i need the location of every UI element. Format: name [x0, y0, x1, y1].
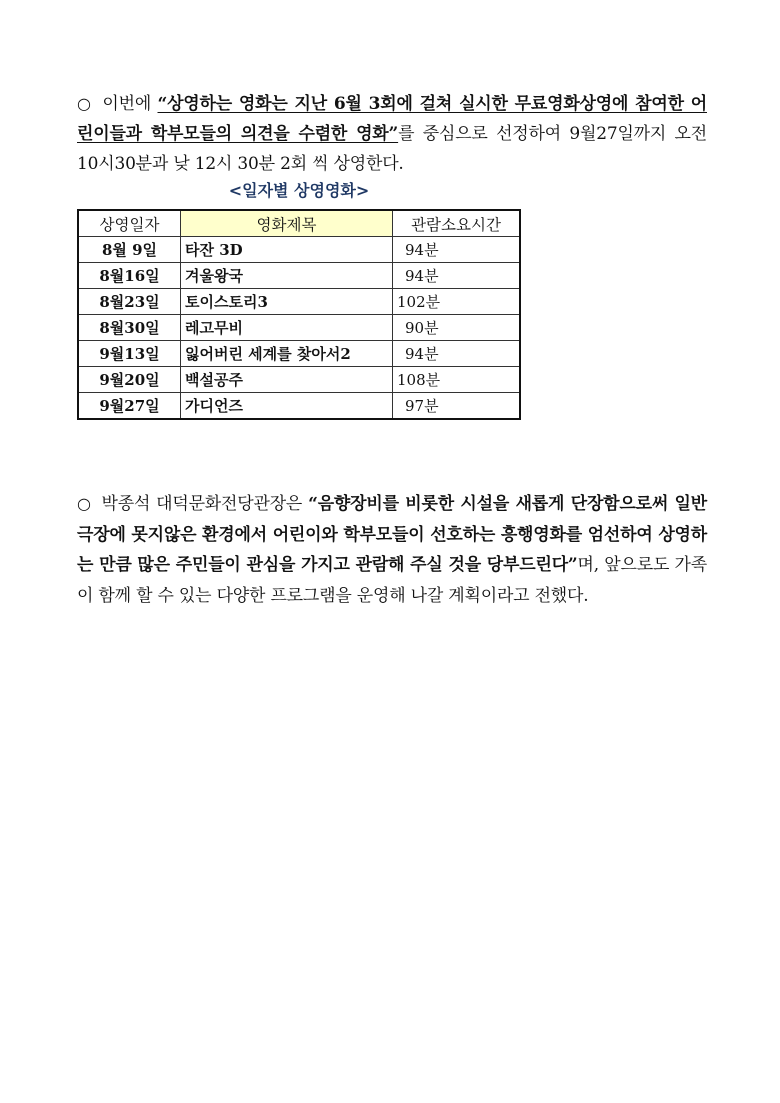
row-title: 겨울왕국: [181, 263, 393, 289]
header-title: 영화제목: [181, 210, 393, 237]
row-title: 잃어버린 세계를 찾아서2: [181, 341, 393, 367]
row-title: 토이스토리3: [181, 289, 393, 315]
row-date: 8월16일: [78, 263, 181, 289]
intro-quote: “상영하는 영화는 지난 6월 3회에 걸쳐 실시한 무료영화상영에 참여한 어린이들과 학부모들의 의견을 수렴한 영화”: [77, 94, 707, 144]
director-lead: 박종석 대덕문화전당관장은: [95, 494, 309, 514]
table-row: [78, 367, 520, 393]
table-row: [78, 263, 520, 289]
row-title: 레고무비: [181, 315, 393, 341]
director-tail: 며, 앞으로도 가족이 함께 할 수 있는 다양한 프로그램을 운영해 나갈 계획이라고 전했다.: [77, 555, 707, 606]
table-row: [78, 237, 520, 263]
schedule-header-row: [78, 210, 520, 237]
table-row: [78, 315, 520, 341]
table-row: [78, 393, 520, 420]
director-paragraph: [77, 489, 707, 611]
bullet-circle-icon: ○: [77, 94, 92, 113]
row-date: 8월 9일: [78, 237, 181, 263]
row-title: 타잔 3D: [181, 237, 393, 263]
intro-tail: 를 중심으로 선정하여 9월27일까지 오전 10시30분과 낮 12시 30분 2회 씩 상영한다.: [77, 124, 707, 174]
table-row: [78, 289, 520, 315]
schedule-title: <일자별 상영영화>: [228, 181, 370, 200]
row-title: 백설공주: [181, 367, 393, 393]
schedule-table: [77, 209, 521, 420]
row-date: 9월13일: [78, 341, 181, 367]
row-title: 가디언즈: [181, 393, 393, 420]
row-date: 8월23일: [78, 289, 181, 315]
bullet-circle-icon: ○: [77, 494, 92, 513]
row-duration: 102분: [393, 289, 521, 315]
intro-lead: 이번에: [95, 94, 158, 114]
row-date: 8월30일: [78, 315, 181, 341]
row-date: 9월27일: [78, 393, 181, 420]
row-duration: 94분: [405, 345, 439, 363]
row-duration: 97분: [405, 397, 439, 415]
table-row: [78, 341, 520, 367]
row-duration: 94분: [405, 267, 439, 285]
row-duration: 108분: [393, 367, 521, 393]
row-duration: 94분: [405, 241, 439, 259]
director-quote: “음향장비를 비롯한 시설을 새롭게 단장함으로써 일반극장에 못지않은 환경에서 어린이와 학부모들이 선호하는 흥행영화를 엄선하여 상영하는 만큼 많은 주민들이 관심을 가지고 관람해 주실 것을 당부드린다”: [77, 494, 707, 575]
row-duration: 90분: [405, 319, 439, 337]
row-date: 9월20일: [78, 367, 181, 393]
header-date: 상영일자: [78, 210, 181, 237]
intro-paragraph: [77, 89, 707, 179]
header-duration: 관람소요시간: [393, 210, 521, 237]
